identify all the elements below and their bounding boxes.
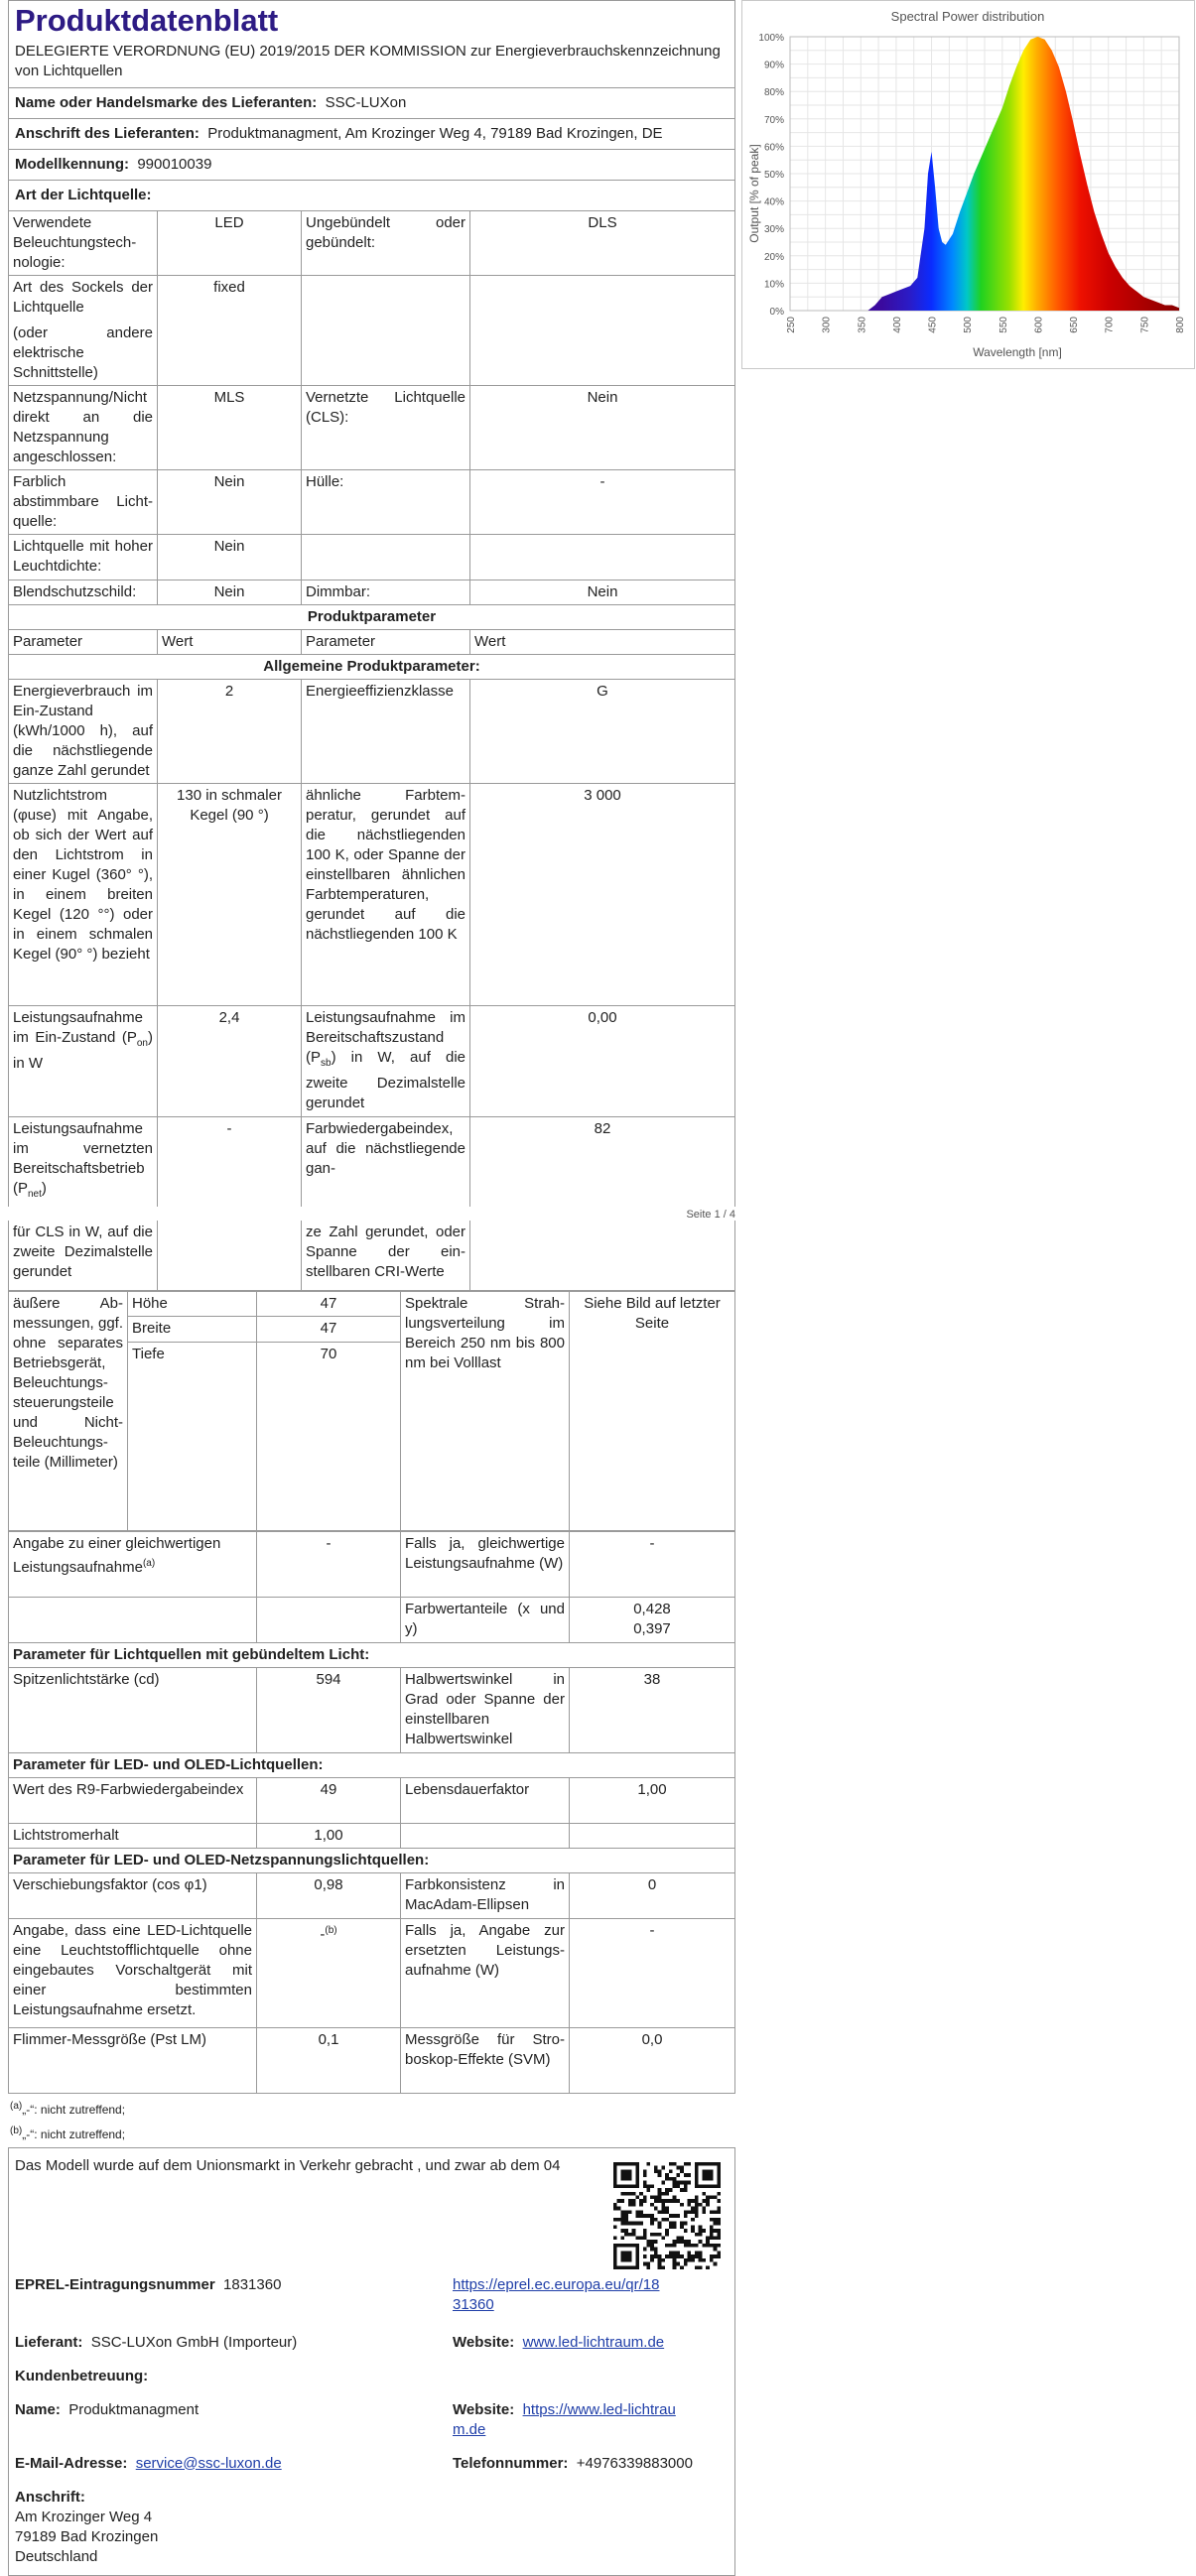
footnote-a-mark: (a) [10,2100,23,2112]
email-row [15,2454,729,2474]
table-row [9,276,735,386]
cell-empty [9,1597,257,1642]
cell-value: - [158,1117,302,1208]
x-tick-label: 750 [1139,317,1151,333]
eprel-row [15,2275,729,2315]
cell-label: Verschiebungsfaktor (cos φ1) [9,1872,257,1918]
cell-value: 0,1 [257,2027,401,2093]
cell-label [9,276,158,386]
cell-label: Nutzlichtstrom (φuse) mit Angabe, ob sich der Wert auf den Lichtstrom in einer Kugel (360° °), in einem breiten Kegel (120 °°) oder in einem schmalen Kegel (90° °) bezieht [9,784,158,1006]
cell-value: 1,00 [257,1823,401,1848]
table-row [9,1777,735,1823]
claim-value: - [320,1925,326,1943]
cell-value [257,1918,401,2027]
cell-label: Flimmer-Messgröße (Pst LM) [9,2027,257,2093]
y-tick-label: 60% [763,142,784,154]
model-value: 990010039 [137,156,212,173]
cell-value: 0,0 [570,2027,735,2093]
cell-empty [158,1221,302,1290]
x-tick-label: 600 [1033,317,1045,333]
cell-label: Falls ja, gleichwertige Leistungsaufnahme (W) [401,1531,570,1597]
cell-empty [470,1221,735,1290]
table-row [9,605,735,630]
supplier-address-row [9,118,734,149]
supplier-label: Lieferant: [15,2333,83,2351]
eprel-link[interactable]: https://eprel.ec.europa.eu/qr/18 31360 [453,2275,660,2313]
cell-value: 0,00 [470,1006,735,1117]
cell-value: Nein [158,535,302,580]
y-tick-label: 20% [763,251,784,263]
cell-value: G [470,680,735,784]
supplier-row [15,2333,729,2353]
table-row [9,1597,735,1642]
cell-empty [570,1823,735,1848]
psb-label-end: ) in W, auf die zweite Dezimalstelle gerundet [306,1049,465,1111]
x-tick-label: 300 [821,317,833,333]
cell-value: 49 [257,1777,401,1823]
contact-block [8,2147,735,2576]
cell-label [9,1117,158,1208]
y-tick-label: 0% [769,307,784,318]
cell-value: fixed [158,276,302,386]
dims-table [8,1291,735,1531]
cell-label: Hülle: [302,470,470,535]
cell-value: 2,4 [158,1006,302,1117]
table-row [9,1642,735,1667]
cell-value: 0 [570,1872,735,1918]
cell-empty [470,276,735,386]
phone-value: +4976339883000 [576,2454,693,2472]
cell-label: Dimmbar: [302,580,470,605]
x-tick-label: 700 [1104,317,1116,333]
cell-label: Wert des R9-Farbwiedergabeindex [9,1777,257,1823]
lightsource-heading: Art der Lichtquelle: [9,180,734,210]
cell-label [9,1531,257,1597]
cell-label: Lichtstromerhalt [9,1823,257,1848]
dim-depth-value: 70 [257,1342,401,1530]
directional-heading: Parameter für Lichtquellen mit gebündeltem Licht: [9,1642,735,1667]
table-row [9,1848,735,1872]
footnote-a [10,2096,733,2121]
cell-value: DLS [470,211,735,276]
cell-label: Farbkonsistenz in MacAdam-Ellipsen [401,1872,570,1918]
contact-name-label: Name: [15,2400,61,2418]
cell-value: 0,98 [257,1872,401,1918]
col-header-param: Parameter [302,630,470,655]
model-row [9,149,734,180]
market-text: Das Modell wurde auf dem Unionsmarkt in Verkehr gebracht , und zwar ab dem 04 [15,2156,561,2174]
y-tick-label: 10% [763,279,784,291]
col-header-value: Wert [470,630,735,655]
service-heading: Kundenbetreuung: [15,2367,149,2384]
cell-empty [470,535,735,580]
cell-empty [302,535,470,580]
dim-height-label: Höhe [128,1291,257,1317]
cell-value: - [257,1531,401,1597]
table-row [9,386,735,470]
cell-label: ze Zahl gerundet, oder Spanne der einstellbaren CRI-Werte [302,1221,470,1290]
cell-value: 82 [470,1117,735,1208]
pon-sub: on [136,1038,148,1049]
led-heading: Parameter für LED- und OLED-Lichtquellen: [9,1752,735,1777]
eprel-value: 1831360 [223,2275,282,2293]
dim-depth-label: Tiefe [128,1342,257,1530]
cell-label: Netzspannung/Nicht direkt an die Netzspannung angeschlossen: [9,386,158,470]
cell-value [570,1597,735,1642]
dim-height-value: 47 [257,1291,401,1317]
contact-name-value: Produktmanagment [68,2400,199,2418]
params-table-continued [8,1221,735,1291]
psb-sub: sb [321,1058,332,1069]
cell-empty [401,1823,570,1848]
website-link[interactable]: www.led-lichtraum.de [522,2333,665,2351]
chroma-y: 0,397 [633,1619,671,1637]
datasheet [8,0,735,2576]
cell-value: 130 in schmaler Kegel (90 °) [158,784,302,1006]
table-row [9,535,735,580]
y-tick-label: 90% [763,60,784,71]
address-line-3: Deutschland [15,2547,98,2565]
cell-label: für CLS in W, auf die zweite Dezimalstelle gerundet [9,1221,158,1290]
cell-label: Verwendete Beleuchtungstechnologie: [9,211,158,276]
supplier-name-value: SSC-LUXon [325,94,407,111]
supplier-name-label: Name oder Handelsmarke des Lieferanten: [15,94,318,111]
contact-name-row [15,2400,729,2440]
dim-width-value: 47 [257,1317,401,1343]
y-tick-label: 80% [763,87,784,99]
cell-label: Blendschutzschild: [9,580,158,605]
y-tick-label: 30% [763,224,784,236]
model-label: Modellkennung: [15,156,129,173]
x-tick-label: 650 [1069,317,1081,333]
address-line-1: Am Krozinger Weg 4 [15,2508,153,2525]
cell-value: 1,00 [570,1777,735,1823]
table-row [9,1117,735,1208]
table-row [9,655,735,680]
table-row [9,1752,735,1777]
cell-label: Messgröße für Stroboskop-Effekte (SVM) [401,2027,570,2093]
email-link[interactable]: service@ssc-luxon.de [135,2454,282,2472]
pon-label-end: ) in W [13,1029,153,1072]
footnote-b-text: „-“: nicht zutreffend; [22,2126,126,2141]
table-row [9,580,735,605]
y-tick-label: 100% [758,33,784,44]
cell-label: Spektrale Strahlungsverteilung im Bereich 250 nm bis 800 nm bei Volllast [401,1291,570,1530]
table-row [9,1667,735,1752]
table-row [9,1872,735,1918]
table-row [9,1823,735,1848]
supplier-value: SSC-LUXon GmbH (Importeur) [90,2333,298,2351]
cell-label: Lichtquelle mit hoher Leuchtdichte: [9,535,158,580]
y-tick-label: 70% [763,114,784,126]
x-tick-label: 800 [1175,317,1186,333]
pon-label: Leistungsaufnahme im Ein-Zustand (P [13,1009,143,1046]
table-row [9,1221,735,1290]
cell-label [302,1006,470,1117]
phone-label: Telefonnummer: [453,2454,569,2472]
cell-label: Falls ja, Angabe zur ersetzten Leistungsaufnahme (W) [401,1918,570,2027]
cell-label: Spitzenlichtstärke (cd) [9,1667,257,1752]
qr-code[interactable] [613,2162,721,2269]
footnote-b-mark: (b) [10,2125,23,2136]
footnote-a-ref: (a) [142,1557,156,1569]
cell-label: Angabe, dass eine LED-Lichtquelle eine Leuchtstofflichtquelle ohne eingebautes Vorschaltgerät mit einer bestimmten Leistungsaufnahme ersetzt. [9,1918,257,2027]
table-row [9,784,735,1006]
cell-label: Lebensdauerfaktor [401,1777,570,1823]
address-line-2: 79189 Bad Krozingen [15,2527,159,2545]
cell-label: ähnliche Farbtemperatur, gerundet auf die nächstliegenden 100 K, oder Spanne der einstellbaren ähnlichen Farbtemperaturen, gerundet auf die nächstliegenden 100 K [302,784,470,1006]
footnote-b [10,2121,733,2145]
table-row [9,470,735,535]
spectral-chart [741,0,1195,369]
cell-value: 38 [570,1667,735,1752]
cell-value: - [570,1918,735,2027]
cell-label [9,1006,158,1117]
cell-empty [302,276,470,386]
chroma-x: 0,428 [633,1600,671,1617]
table-row [9,1291,735,1317]
x-tick-label: 350 [857,317,868,333]
x-tick-label: 250 [786,317,797,333]
cell-label: Energieeffizienzklasse [302,680,470,784]
product-params-heading: Produktparameter [9,605,735,630]
cell-value: Nein [158,580,302,605]
pnet-sub: net [28,1189,42,1200]
footnote-b-ref: (b) [325,1924,337,1936]
chart-xlabel: Wavelength [nm] [973,345,1062,359]
table-row [9,1531,735,1597]
cell-label: Ungebündelt oder gebündelt: [302,211,470,276]
supplier-name-row [9,87,734,118]
pnet-label-end: ) [41,1180,47,1197]
table-row [9,630,735,655]
general-params-heading: Allgemeine Produktparameter: [9,655,735,680]
y-tick-label: 50% [763,170,784,181]
cell-label: Energieverbrauch im Ein-Zustand (kWh/1000 h), auf die nächstliegende ganze Zahl gerundet [9,680,158,784]
table-row [9,2027,735,2093]
cell-label: Farbwiedergabeindex, auf die nächstliegende gan- [302,1117,470,1208]
x-tick-label: 450 [927,317,939,333]
address-label: Anschrift: [15,2488,85,2506]
col-header-param: Parameter [9,630,158,655]
col-header-value: Wert [158,630,302,655]
eprel-label: EPREL-Eintragungsnummer [15,2275,215,2293]
cell-value: - [570,1531,735,1597]
cell-value: 3 000 [470,784,735,1006]
x-tick-label: 550 [997,317,1009,333]
socket-label: Art des Sockels der Lichtquelle [13,279,153,316]
cell-label: äußere Abmessungen, ggf. ohne separates Betriebsgerät, Beleuchtungssteuerungsteile und Nicht-Beleuchtungsteile (Millimeter) [9,1291,128,1530]
footnote-a-text: „-“: nicht zutreffend; [22,2102,126,2117]
cell-label: Farblich abstimmbare Lichtquelle: [9,470,158,535]
website2-label: Website: [453,2400,515,2418]
x-tick-label: 500 [963,317,975,333]
cell-value: - [470,470,735,535]
equiv-label: Angabe zu einer gleichwertigen Leistungsaufnahme [13,1534,221,1576]
supplier-address-value: Produktmanagment, Am Krozinger Weg 4, 79189 Bad Krozingen, DE [207,125,663,142]
y-tick-label: 40% [763,196,784,208]
website-label: Website: [453,2333,515,2351]
mains-heading: Parameter für LED- und OLED-Netzspannungslichtquellen: [9,1848,735,1872]
cell-value: MLS [158,386,302,470]
cell-value: 2 [158,680,302,784]
cell-label: Halbwertswinkel in Grad oder Spanne der einstellbaren Halbwertswinkel [401,1667,570,1752]
socket-label-note: (oder andere elektrische Schnittstelle) [13,324,153,381]
page-number: Seite 1 / 4 [686,1209,735,1221]
email-label: E-Mail-Adresse: [15,2454,128,2472]
params-table-lower [8,1531,735,2094]
footnotes [8,2094,735,2147]
cell-value: Nein [158,470,302,535]
table-row [9,1918,735,2027]
header-block [8,0,735,210]
page-title: Produktdatenblatt [15,3,279,38]
regulation-subtitle: DELEGIERTE VERORDNUNG (EU) 2019/2015 DER KOMMISSION zur Energieverbrauchskennzeichnung von Lichtquellen [15,43,721,79]
cell-value: Siehe Bild auf letzter Seite [570,1291,735,1530]
psb-label: Leistungsaufnahme im Bereitschaftszustand (P [306,1009,465,1066]
table-row [9,211,735,276]
website2-link[interactable]: https://www.led-lichtrau m.de [453,2400,676,2438]
chart-ylabel: Output [% of peak] [747,144,761,243]
cell-label: Vernetzte Lichtquelle (CLS): [302,386,470,470]
table-row [9,680,735,784]
pnet-label: Leistungsaufnahme im vernetzten Bereitschaftsbetrieb (P [13,1120,153,1197]
supplier-address-label: Anschrift des Lieferanten: [15,125,199,142]
spectral-chart-svg [742,1,1194,368]
x-tick-label: 400 [891,317,903,333]
cell-value: Nein [470,386,735,470]
chart-title: Spectral Power distribution [890,9,1045,24]
lightsource-table [8,210,735,1207]
table-row [9,1006,735,1117]
cell-value: Nein [470,580,735,605]
cell-value: LED [158,211,302,276]
dim-width-label: Breite [128,1317,257,1343]
cell-value: 594 [257,1667,401,1752]
cell-label: Farbwertanteile (x und y) [401,1597,570,1642]
cell-empty [257,1597,401,1642]
